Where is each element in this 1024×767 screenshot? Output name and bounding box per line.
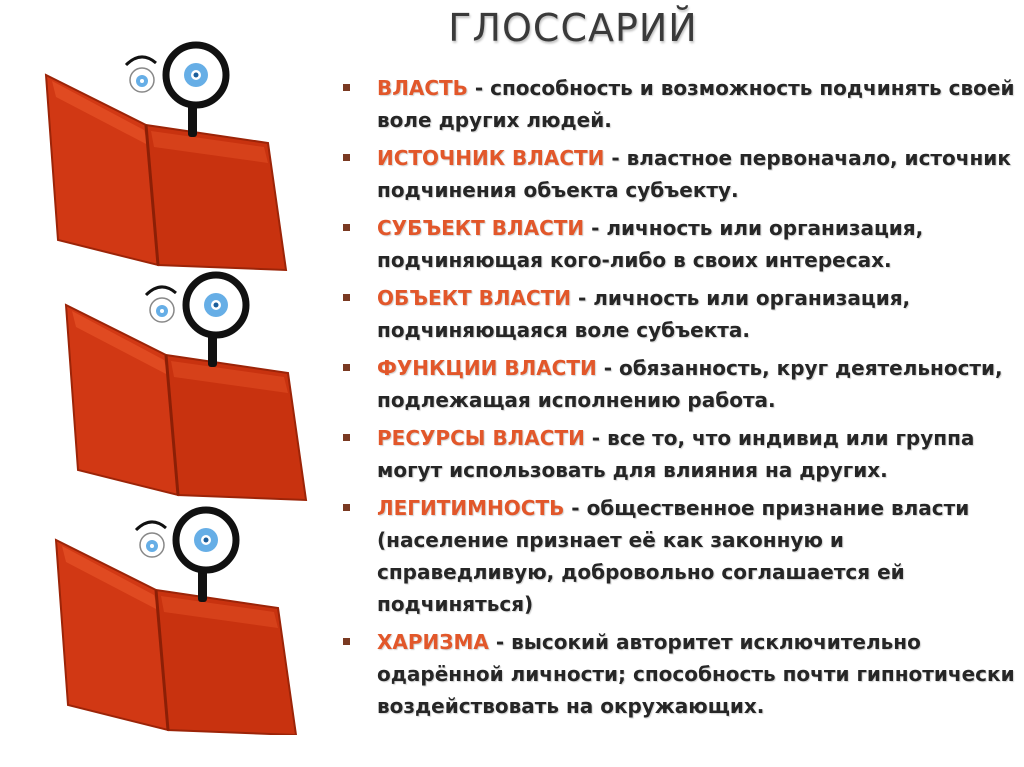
glossary-entry <box>340 492 1016 620</box>
glossary-entry <box>340 212 1016 276</box>
glossary-entry <box>340 72 1016 136</box>
bullet-icon <box>343 364 350 371</box>
glossary-entry <box>340 142 1016 206</box>
illustrations <box>36 35 316 735</box>
glossary-entry <box>340 422 1016 486</box>
glossary-entry <box>340 282 1016 346</box>
glossary-entry <box>340 626 1016 722</box>
bullet-icon <box>343 504 350 511</box>
bullet-icon <box>343 434 350 441</box>
glossary-definition: - общественное признание власти (население признает её как законную и справедливую, добровольно соглашается ей подчиняться) <box>377 496 970 616</box>
glossary-term: ВЛАСТЬ <box>377 76 468 100</box>
bullet-icon <box>343 224 350 231</box>
glossary-definition: - обязанность, круг деятельности, подлежащая исполнению работа. <box>377 356 1003 412</box>
glossary-entry <box>340 352 1016 416</box>
glossary-definition: - личность или организация, подчиняющаяся воле субъекта. <box>377 286 911 342</box>
glossary-term: ЛЕГИТИМНОСТЬ <box>377 496 565 520</box>
bullet-icon <box>343 638 350 645</box>
bullet-icon <box>343 84 350 91</box>
page-title: ГЛОССАРИЙ <box>448 6 698 50</box>
book-with-magnifier-icon <box>66 275 306 500</box>
glossary-term: ОБЪЕКТ ВЛАСТИ <box>377 286 572 310</box>
glossary-definition: - способность и возможность подчинять своей воле других людей. <box>377 76 1015 132</box>
book-with-magnifier-icon <box>56 510 296 735</box>
glossary-definition: - личность или организация, подчиняющая кого-либо в своих интересах. <box>377 216 924 272</box>
glossary-list <box>340 72 1016 728</box>
glossary-term: ИСТОЧНИК ВЛАСТИ <box>377 146 605 170</box>
glossary-definition: - все то, что индивид или группа могут использовать для влияния на других. <box>377 426 975 482</box>
bullet-icon <box>343 154 350 161</box>
glossary-term: ХАРИЗМА <box>377 630 489 654</box>
glossary-term: РЕСУРСЫ ВЛАСТИ <box>377 426 585 450</box>
glossary-term: СУБЪЕКТ ВЛАСТИ <box>377 216 585 240</box>
glossary-term: ФУНКЦИИ ВЛАСТИ <box>377 356 597 380</box>
book-with-magnifier-icon <box>46 45 286 270</box>
glossary-definition: - властное первоначало, источник подчинения объекта субъекту. <box>377 146 1011 202</box>
bullet-icon <box>343 294 350 301</box>
glossary-definition: - высокий авторитет исключительно одарённой личности; способность почти гипнотически воздействовать на окружающих. <box>377 630 1015 718</box>
